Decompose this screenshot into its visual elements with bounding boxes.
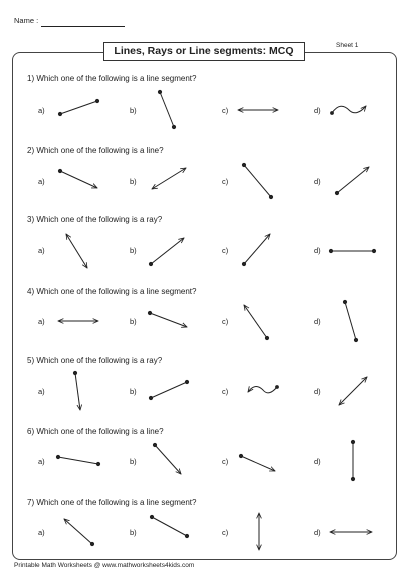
question-text: Which one of the following is a line? xyxy=(36,146,164,155)
option-c[interactable]: c) xyxy=(222,317,229,326)
option-d[interactable]: d) xyxy=(314,246,321,255)
figure-segment xyxy=(242,163,272,198)
figure-ray xyxy=(335,167,369,195)
figure-curve xyxy=(331,106,366,114)
option-a[interactable]: a) xyxy=(38,387,45,396)
figure-segment xyxy=(56,455,99,465)
option-b[interactable]: b) xyxy=(130,246,137,255)
question-number: 2) xyxy=(27,146,35,155)
figure-segment xyxy=(351,440,354,480)
question-number: 5) xyxy=(27,356,35,365)
question-text: Which one of the following is a ray? xyxy=(36,356,163,365)
option-a[interactable]: a) xyxy=(38,177,45,186)
figure-segment xyxy=(158,90,175,128)
figure-ray xyxy=(73,371,80,410)
question-text: Which one of the following is a line segment? xyxy=(36,498,197,507)
option-b[interactable]: b) xyxy=(130,528,137,537)
figure-segment xyxy=(149,380,188,399)
option-b[interactable]: b) xyxy=(130,106,137,115)
option-c[interactable]: c) xyxy=(222,457,229,466)
figure-ray xyxy=(149,238,184,266)
worksheet-title: Lines, Rays or Line segments: MCQ xyxy=(103,42,305,61)
option-a[interactable]: a) xyxy=(38,317,45,326)
question-text: Which one of the following is a line? xyxy=(36,427,164,436)
figure-ray xyxy=(153,443,181,474)
option-d[interactable]: d) xyxy=(314,457,321,466)
figure-ray xyxy=(242,234,270,266)
option-d[interactable]: d) xyxy=(314,177,321,186)
option-c[interactable]: c) xyxy=(222,528,229,537)
figure-line xyxy=(339,377,367,405)
option-b[interactable]: b) xyxy=(130,177,137,186)
figure-segment xyxy=(58,99,98,115)
option-d[interactable]: d) xyxy=(314,106,321,115)
option-c[interactable]: c) xyxy=(222,246,229,255)
option-c[interactable]: c) xyxy=(222,387,229,396)
question-number: 3) xyxy=(27,215,35,224)
figure-ray xyxy=(244,305,269,340)
figure-ray xyxy=(58,169,97,188)
option-a[interactable]: a) xyxy=(38,528,45,537)
option-c[interactable]: c) xyxy=(222,177,229,186)
question-number: 4) xyxy=(27,287,35,296)
figure-ray xyxy=(64,519,94,546)
figure-ray xyxy=(148,311,187,327)
option-b[interactable]: b) xyxy=(130,317,137,326)
question-text: Which one of the following is a line segment? xyxy=(36,74,197,83)
footer-url[interactable]: www.mathworksheets4kids.com xyxy=(102,562,195,569)
question-text: Which one of the following is a line segment? xyxy=(36,287,197,296)
sheet-number: Sheet 1 xyxy=(336,42,359,49)
figure-line xyxy=(66,234,87,268)
question-number: 1) xyxy=(27,74,35,83)
option-c[interactable]: c) xyxy=(222,106,229,115)
option-b[interactable]: b) xyxy=(130,387,137,396)
option-d[interactable]: d) xyxy=(314,387,321,396)
figure-line xyxy=(152,168,186,189)
footer xyxy=(14,562,194,569)
question-number: 7) xyxy=(27,498,35,507)
option-d[interactable]: d) xyxy=(314,528,321,537)
option-d[interactable]: d) xyxy=(314,317,321,326)
option-b[interactable]: b) xyxy=(130,457,137,466)
figure-segment xyxy=(343,300,357,341)
question-text: Which one of the following is a ray? xyxy=(36,215,163,224)
figure-ray xyxy=(239,454,275,471)
name-label: Name : xyxy=(14,16,39,25)
option-a[interactable]: a) xyxy=(38,457,45,466)
footer-prefix: Printable Math Worksheets @ xyxy=(14,562,103,569)
option-a[interactable]: a) xyxy=(38,246,45,255)
figure-curve xyxy=(248,386,278,393)
option-a[interactable]: a) xyxy=(38,106,45,115)
figure-segment xyxy=(329,249,375,252)
figure-segment xyxy=(150,515,188,537)
question-number: 6) xyxy=(27,427,35,436)
